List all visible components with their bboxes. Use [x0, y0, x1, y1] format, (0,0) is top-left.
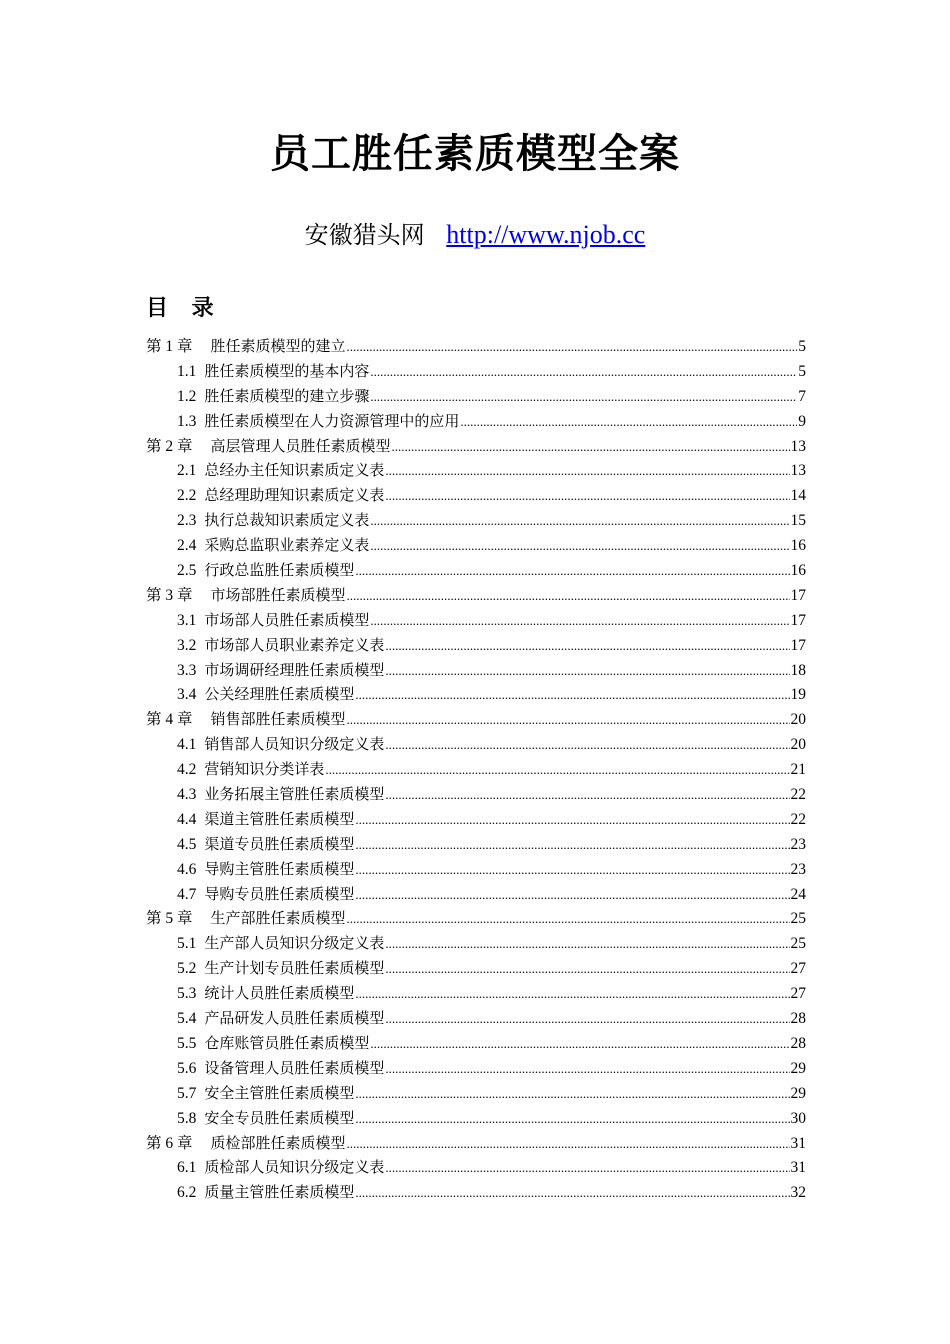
toc-leader-dots [370, 385, 797, 409]
toc-leader-dots [355, 559, 789, 583]
toc-chapter-entry[interactable] [146, 906, 806, 931]
toc-entry-label: 产品研发人员胜任素质模型 [204, 1009, 385, 1028]
toc-page-number: 5 [798, 338, 806, 355]
toc-entry-label: 设备管理人员胜任素质模型 [204, 1058, 385, 1077]
toc-entry-label: 营销知识分类详表 [204, 760, 325, 779]
toc-entry-number: 5.1 [177, 935, 197, 953]
toc-entry-number: 4.3 [177, 786, 197, 804]
toc-section-entry[interactable] [146, 384, 806, 409]
toc-leader-dots [385, 932, 789, 956]
toc-entry-label: 执行总裁知识素质定义表 [204, 511, 370, 530]
toc-entry-label: 总经办主任知识素质定义表 [204, 461, 385, 480]
toc-entry-number: 1.3 [177, 412, 197, 430]
toc-entry-label: 仓库账管员胜任素质模型 [204, 1033, 370, 1052]
toc-section-entry[interactable] [146, 1081, 806, 1106]
toc-entry-number: 第 5 章 [146, 910, 193, 928]
toc-entry-number: 2.2 [177, 487, 197, 505]
toc-page-number: 18 [790, 661, 806, 679]
table-of-contents [146, 334, 806, 1205]
toc-entry-label: 渠道主管胜任素质模型 [204, 809, 355, 828]
toc-entry-label: 生产部人员知识分级定义表 [204, 934, 385, 953]
toc-leader-dots [385, 1057, 789, 1081]
toc-entry-number: 4.6 [177, 860, 197, 878]
toc-page-number: 20 [790, 736, 806, 754]
toc-leader-dots [370, 360, 797, 384]
toc-entry-number: 4.4 [177, 810, 197, 828]
toc-entry-number: 1.1 [177, 362, 197, 380]
toc-leader-dots [385, 957, 789, 981]
toc-entry-label: 销售部人员知识分级定义表 [204, 735, 385, 754]
toc-leader-dots [347, 907, 790, 931]
toc-section-entry[interactable] [146, 1155, 806, 1180]
toc-entry-number: 5.8 [177, 1109, 197, 1127]
toc-section-entry[interactable] [146, 807, 806, 832]
toc-entry-number: 6.2 [177, 1184, 197, 1202]
toc-leader-dots [355, 883, 789, 907]
toc-section-entry[interactable] [146, 782, 806, 807]
toc-page-number: 23 [790, 860, 806, 878]
toc-page-number: 15 [790, 512, 806, 530]
toc-page-number: 25 [790, 910, 806, 928]
toc-entry-label: 质检部胜任素质模型 [210, 1133, 346, 1152]
toc-page-number: 28 [790, 1010, 806, 1028]
toc-entry-label: 市场部胜任素质模型 [210, 585, 346, 604]
toc-section-entry[interactable] [146, 658, 806, 683]
toc-entry-number: 第 4 章 [146, 711, 193, 729]
toc-section-entry[interactable] [146, 1006, 806, 1031]
toc-entry-label: 市场部人员胜任素质模型 [204, 610, 370, 629]
toc-page-number: 31 [790, 1134, 806, 1152]
toc-leader-dots [392, 435, 790, 459]
toc-entry-number: 2.4 [177, 537, 197, 555]
toc-page-number: 25 [790, 935, 806, 953]
toc-page-number: 7 [798, 387, 806, 405]
toc-leader-dots [355, 808, 789, 832]
toc-entry-number: 2.1 [177, 462, 197, 480]
toc-section-entry[interactable] [146, 832, 806, 857]
toc-chapter-entry[interactable] [146, 334, 806, 359]
toc-page-number: 5 [798, 362, 806, 380]
toc-page-number: 13 [790, 462, 806, 480]
document-title: 员工胜任素质模型全案 [270, 131, 680, 177]
toc-entry-label: 采购总监职业素养定义表 [204, 536, 370, 555]
toc-section-entry[interactable] [146, 608, 806, 633]
toc-leader-dots [355, 858, 789, 882]
toc-section-entry[interactable] [146, 1180, 806, 1205]
toc-entry-label: 销售部胜任素质模型 [210, 710, 346, 729]
toc-entry-label: 渠道专员胜任素质模型 [204, 834, 355, 853]
toc-leader-dots [355, 1107, 789, 1131]
toc-page-number: 28 [790, 1034, 806, 1052]
toc-leader-dots [460, 410, 797, 434]
toc-section-entry[interactable] [146, 483, 806, 508]
toc-page-number: 32 [790, 1184, 806, 1202]
toc-leader-dots [325, 758, 789, 782]
toc-leader-dots [347, 584, 790, 608]
toc-entry-number: 2.3 [177, 512, 197, 530]
toc-leader-dots [385, 733, 789, 757]
toc-page-number: 29 [790, 1084, 806, 1102]
toc-section-entry[interactable] [146, 359, 806, 384]
toc-entry-number: 5.2 [177, 960, 197, 978]
toc-section-entry[interactable] [146, 558, 806, 583]
toc-page-number: 24 [790, 885, 806, 903]
toc-entry-number: 第 1 章 [146, 338, 193, 355]
toc-section-entry[interactable] [146, 458, 806, 483]
toc-page-number: 20 [790, 711, 806, 729]
toc-page-number: 30 [790, 1109, 806, 1127]
toc-entry-label: 市场调研经理胜任素质模型 [204, 660, 385, 679]
toc-page-number: 17 [790, 586, 806, 604]
toc-leader-dots [370, 509, 789, 533]
toc-leader-dots [355, 1082, 789, 1106]
toc-entry-number: 5.3 [177, 985, 197, 1003]
toc-page-number: 23 [790, 835, 806, 853]
toc-section-entry[interactable] [146, 1106, 806, 1131]
toc-leader-dots [355, 982, 789, 1006]
toc-entry-label: 胜任素质模型的建立 [210, 337, 346, 355]
toc-entry-number: 1.2 [177, 387, 197, 405]
toc-entry-label: 高层管理人员胜任素质模型 [210, 436, 391, 455]
toc-entry-number: 4.5 [177, 835, 197, 853]
toc-chapter-entry[interactable] [146, 434, 806, 459]
toc-page-number: 22 [790, 810, 806, 828]
toc-chapter-entry[interactable] [146, 1131, 806, 1156]
toc-entry-number: 2.5 [177, 562, 197, 580]
toc-chapter-entry[interactable] [146, 707, 806, 732]
toc-page-number: 16 [790, 562, 806, 580]
toc-entry-label: 生产部胜任素质模型 [210, 909, 346, 928]
toc-entry-label: 业务拓展主管胜任素质模型 [204, 785, 385, 804]
toc-leader-dots [355, 683, 789, 707]
toc-section-entry[interactable] [146, 1056, 806, 1081]
toc-section-entry[interactable] [146, 956, 806, 981]
toc-leader-dots [347, 708, 790, 732]
toc-page-number: 14 [790, 487, 806, 505]
toc-page-number: 9 [798, 412, 806, 430]
toc-entry-label: 市场部人员职业素养定义表 [204, 635, 385, 654]
toc-entry-label: 胜任素质模型在人力资源管理中的应用 [204, 411, 460, 430]
toc-leader-dots [385, 1007, 789, 1031]
toc-page-number: 27 [790, 985, 806, 1003]
toc-heading: 目 录 [146, 296, 214, 321]
toc-leader-dots [347, 335, 798, 359]
toc-entry-number: 5.4 [177, 1010, 197, 1028]
toc-entry-label: 质检部人员知识分级定义表 [204, 1158, 385, 1177]
toc-section-entry[interactable] [146, 757, 806, 782]
toc-entry-number: 3.3 [177, 661, 197, 679]
toc-leader-dots [385, 659, 789, 683]
toc-section-entry[interactable] [146, 931, 806, 956]
toc-page-number: 16 [790, 537, 806, 555]
toc-entry-number: 5.6 [177, 1059, 197, 1077]
toc-section-entry[interactable] [146, 732, 806, 757]
toc-entry-number: 5.5 [177, 1034, 197, 1052]
toc-page-number: 27 [790, 960, 806, 978]
toc-section-entry[interactable] [146, 508, 806, 533]
toc-page-number: 17 [790, 611, 806, 629]
toc-leader-dots [385, 1156, 789, 1180]
toc-entry-label: 导购主管胜任素质模型 [204, 859, 355, 878]
toc-leader-dots [385, 484, 789, 508]
toc-page-number: 13 [790, 437, 806, 455]
toc-entry-number: 3.1 [177, 611, 197, 629]
toc-page-number: 17 [790, 636, 806, 654]
toc-leader-dots [385, 783, 789, 807]
toc-entry-number: 第 3 章 [146, 586, 193, 604]
toc-entry-label: 行政总监胜任素质模型 [204, 561, 355, 580]
toc-leader-dots [355, 1181, 789, 1205]
toc-entry-number: 3.2 [177, 636, 197, 654]
toc-chapter-entry[interactable] [146, 583, 806, 608]
toc-entry-number: 6.1 [177, 1159, 197, 1177]
toc-entry-number: 第 6 章 [146, 1134, 193, 1152]
toc-leader-dots [355, 833, 789, 857]
toc-entry-number: 4.2 [177, 761, 197, 779]
website-link[interactable]: http://www.njob.cc [446, 220, 646, 249]
toc-section-entry[interactable] [146, 882, 806, 907]
toc-section-entry[interactable] [146, 857, 806, 882]
toc-section-entry[interactable] [146, 682, 806, 707]
toc-section-entry[interactable] [146, 633, 806, 658]
toc-entry-number: 3.4 [177, 686, 197, 704]
toc-section-entry[interactable] [146, 409, 806, 434]
toc-entry-number: 4.1 [177, 736, 197, 754]
toc-leader-dots [347, 1132, 790, 1156]
toc-leader-dots [370, 1032, 789, 1056]
toc-page-number: 22 [790, 786, 806, 804]
toc-leader-dots [385, 459, 789, 483]
toc-leader-dots [385, 634, 789, 658]
toc-entry-label: 胜任素质模型的建立步骤 [204, 386, 370, 405]
toc-entry-number: 第 2 章 [146, 437, 193, 455]
toc-page-number: 21 [790, 761, 806, 779]
toc-entry-label: 导购专员胜任素质模型 [204, 884, 355, 903]
toc-entry-label: 统计人员胜任素质模型 [204, 984, 355, 1003]
org-name: 安徽猎头网 [304, 221, 425, 249]
toc-entry-number: 4.7 [177, 885, 197, 903]
toc-leader-dots [370, 609, 789, 633]
toc-page-number: 31 [790, 1159, 806, 1177]
toc-entry-label: 总经理助理知识素质定义表 [204, 486, 385, 505]
toc-page-number: 29 [790, 1059, 806, 1077]
toc-section-entry[interactable] [146, 981, 806, 1006]
toc-page-number: 19 [790, 686, 806, 704]
toc-section-entry[interactable] [146, 533, 806, 558]
toc-entry-label: 公关经理胜任素质模型 [204, 685, 355, 704]
toc-entry-label: 安全主管胜任素质模型 [204, 1083, 355, 1102]
document-subtitle [0, 218, 950, 252]
toc-section-entry[interactable] [146, 1031, 806, 1056]
toc-leader-dots [370, 534, 789, 558]
toc-entry-label: 安全专员胜任素质模型 [204, 1108, 355, 1127]
toc-entry-label: 胜任素质模型的基本内容 [204, 361, 370, 380]
toc-entry-label: 生产计划专员胜任素质模型 [204, 959, 385, 978]
toc-entry-number: 5.7 [177, 1084, 197, 1102]
toc-entry-label: 质量主管胜任素质模型 [204, 1183, 355, 1202]
